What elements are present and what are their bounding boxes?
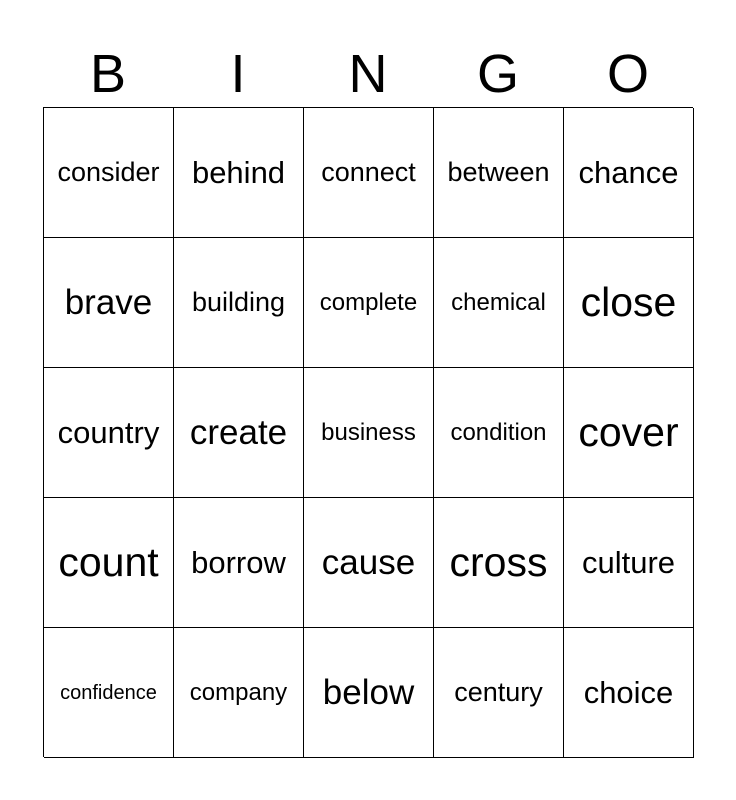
cell-word: business bbox=[321, 418, 416, 446]
bingo-cell-r4-c1[interactable] bbox=[44, 498, 174, 628]
bingo-cell-r1-c2[interactable] bbox=[174, 108, 304, 238]
cell-word: cover bbox=[578, 409, 679, 455]
cell-word: consider bbox=[57, 157, 160, 187]
bingo-cell-r3-c2[interactable] bbox=[174, 368, 304, 498]
header-letter-o: O bbox=[606, 44, 649, 104]
cell-word: between bbox=[447, 157, 550, 187]
bingo-cell-r3-c4[interactable] bbox=[434, 368, 564, 498]
bingo-cell-r4-c5[interactable] bbox=[564, 498, 694, 628]
bingo-cell-r5-c4[interactable] bbox=[434, 628, 564, 758]
bingo-cell-r3-c5[interactable] bbox=[564, 368, 694, 498]
cell-word: country bbox=[57, 415, 160, 450]
cell-word: culture bbox=[581, 545, 676, 580]
bingo-cell-r3-c1[interactable] bbox=[44, 368, 174, 498]
header-letter-b: B bbox=[89, 44, 127, 104]
cell-word: close bbox=[580, 279, 677, 325]
bingo-cell-r3-c3[interactable] bbox=[304, 368, 434, 498]
bingo-cell-r2-c1[interactable] bbox=[44, 238, 174, 368]
cell-word: connect bbox=[321, 157, 416, 187]
bingo-cell-r2-c2[interactable] bbox=[174, 238, 304, 368]
cell-word: chance bbox=[578, 155, 679, 190]
cell-word: choice bbox=[583, 675, 674, 710]
cell-word: behind bbox=[191, 155, 286, 190]
bingo-cell-r4-c3[interactable] bbox=[304, 498, 434, 628]
bingo-board bbox=[43, 107, 693, 757]
cell-word: century bbox=[454, 677, 543, 707]
header-letter-g: G bbox=[476, 44, 519, 104]
bingo-cell-r5-c1[interactable] bbox=[44, 628, 174, 758]
header-letter-n: N bbox=[348, 44, 388, 104]
bingo-cell-r2-c4[interactable] bbox=[434, 238, 564, 368]
cell-word: cause bbox=[321, 543, 416, 582]
header-letter-i: I bbox=[230, 44, 246, 104]
bingo-cell-r2-c5[interactable] bbox=[564, 238, 694, 368]
bingo-cell-r2-c3[interactable] bbox=[304, 238, 434, 368]
cell-word: building bbox=[191, 287, 286, 317]
cell-word: company bbox=[189, 678, 288, 706]
bingo-cell-r1-c1[interactable] bbox=[44, 108, 174, 238]
bingo-cell-r1-c5[interactable] bbox=[564, 108, 694, 238]
bingo-cell-r5-c5[interactable] bbox=[564, 628, 694, 758]
cell-word: below bbox=[322, 673, 415, 712]
bingo-cell-r1-c3[interactable] bbox=[304, 108, 434, 238]
cell-word: create bbox=[189, 413, 288, 452]
cell-word: complete bbox=[319, 288, 418, 316]
bingo-header bbox=[43, 40, 693, 108]
cell-word: chemical bbox=[451, 288, 546, 316]
cell-word: count bbox=[58, 539, 159, 585]
cell-word: cross bbox=[449, 539, 548, 585]
cell-word: brave bbox=[64, 283, 153, 322]
bingo-cell-r4-c4[interactable] bbox=[434, 498, 564, 628]
bingo-cell-r5-c3[interactable] bbox=[304, 628, 434, 758]
cell-word: confidence bbox=[60, 681, 157, 704]
bingo-cell-r4-c2[interactable] bbox=[174, 498, 304, 628]
cell-word: borrow bbox=[191, 545, 286, 580]
bingo-cell-r5-c2[interactable] bbox=[174, 628, 304, 758]
cell-word: condition bbox=[450, 418, 547, 446]
bingo-cell-r1-c4[interactable] bbox=[434, 108, 564, 238]
